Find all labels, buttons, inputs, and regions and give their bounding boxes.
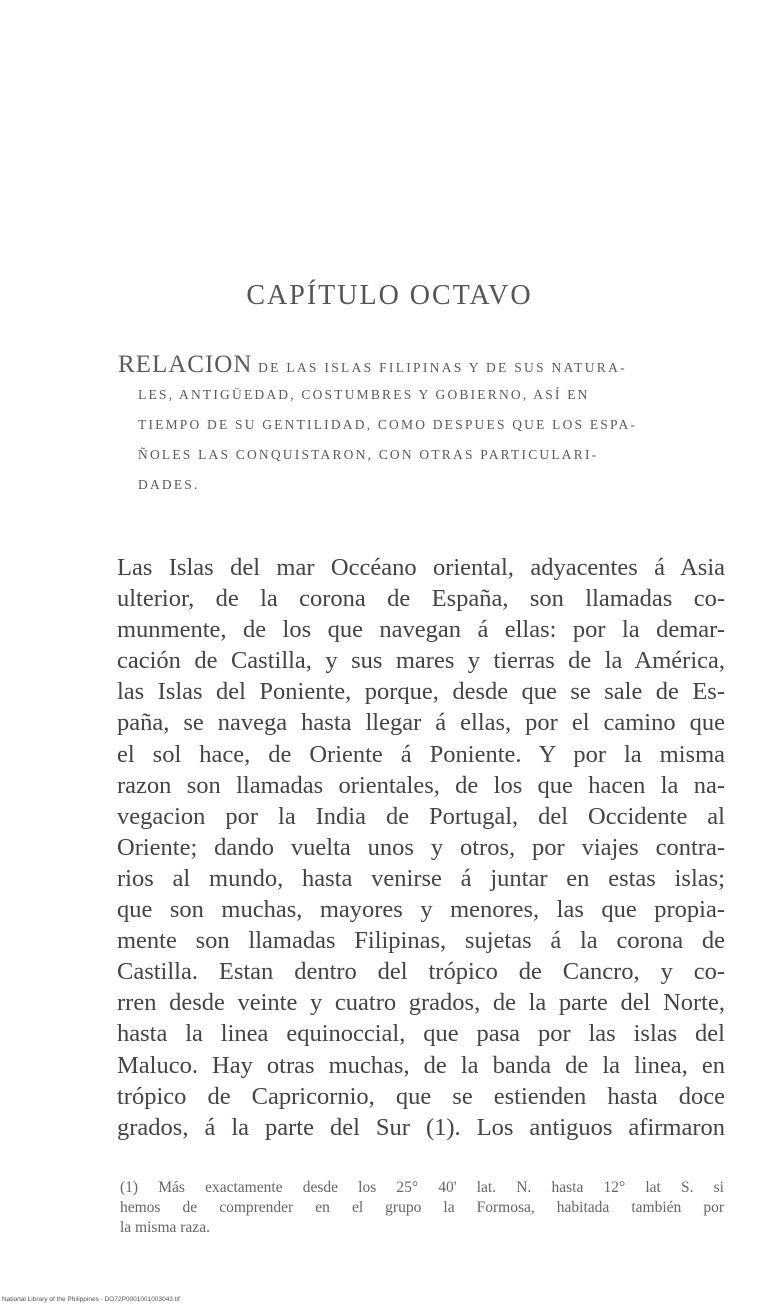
summary-line: TIEMPO DE SU GENTILIDAD, COMO DESPUES QUE LOS ESPA-	[138, 417, 638, 432]
body-line: ulterior, de la corona de España, son llamadas co-	[117, 585, 725, 613]
body-line: mente son llamadas Filipinas, sujetas á la corona de	[117, 927, 725, 955]
body-paragraph	[117, 552, 725, 1143]
body-line: razon son llamadas orientales, de los que hacen la na-	[117, 771, 725, 799]
body-line: rren desde veinte y cuatro grados, de la parte del Norte,	[117, 989, 725, 1017]
body-line: Maluco. Hay otras muchas, de la banda de la linea, en	[117, 1051, 725, 1079]
body-line: Oriente; dando vuelta unos y otros, por viajes contra-	[117, 833, 725, 861]
body-line: grados, á la parte del Sur (1). Los antiguos afirmaron	[117, 1113, 725, 1141]
body-line: cación de Castilla, y sus mares y tierras de la América,	[117, 647, 725, 675]
body-line: hasta la linea equinoccial, que pasa por las islas del	[117, 1020, 725, 1048]
footnote-line: (1) Más exactamente desde los 25° 40' lat. N. hasta 12° lat S. si	[120, 1179, 724, 1196]
summary-line: ÑOLES LAS CONQUISTARON, CON OTRAS PARTICULARI-	[138, 447, 599, 462]
body-line: el sol hace, de Oriente á Poniente. Y por la misma	[117, 740, 725, 768]
summary-line-text: DE LAS ISLAS FILIPINAS Y DE SUS NATURA-	[252, 360, 627, 375]
body-line: que son muchas, mayores y menores, las que propia-	[117, 896, 725, 924]
footnote-line: la misma raza.	[120, 1219, 210, 1236]
summary-line: LES, ANTIGÜEDAD, COSTUMBRES Y GOBIERNO, ASÍ EN	[138, 387, 590, 402]
chapter-title: CAPÍTULO OCTAVO	[246, 280, 533, 311]
summary-lead-word: RELACION	[118, 351, 253, 378]
scan-credit: National Library of the Philippines · DO72P0001001003043.tif	[2, 1296, 180, 1303]
body-line: trópico de Capricornio, que se estienden hasta doce	[117, 1082, 725, 1110]
body-line: las Islas del Poniente, porque, desde que se sale de Es-	[117, 678, 725, 706]
body-line: vegacion por la India de Portugal, del Occidente al	[117, 802, 725, 830]
body-line: paña, se navega hasta llegar á ellas, por el camino que	[117, 709, 725, 737]
body-line: munmente, de los que navegan á ellas: por la demar-	[117, 616, 725, 644]
summary-line	[118, 350, 724, 380]
body-line: Las Islas del mar Occéano oriental, adyacentes á Asia	[117, 554, 725, 581]
footnote-line: hemos de comprender en el grupo la Formosa, habitada también por	[120, 1199, 724, 1216]
summary-line: DADES.	[138, 477, 200, 492]
chapter-summary	[118, 350, 724, 500]
body-line: Castilla. Estan dentro del trópico de Cancro, y co-	[117, 958, 725, 986]
footnote	[120, 1178, 724, 1238]
body-line: rios al mundo, hasta venirse á juntar en estas islas;	[117, 864, 725, 892]
